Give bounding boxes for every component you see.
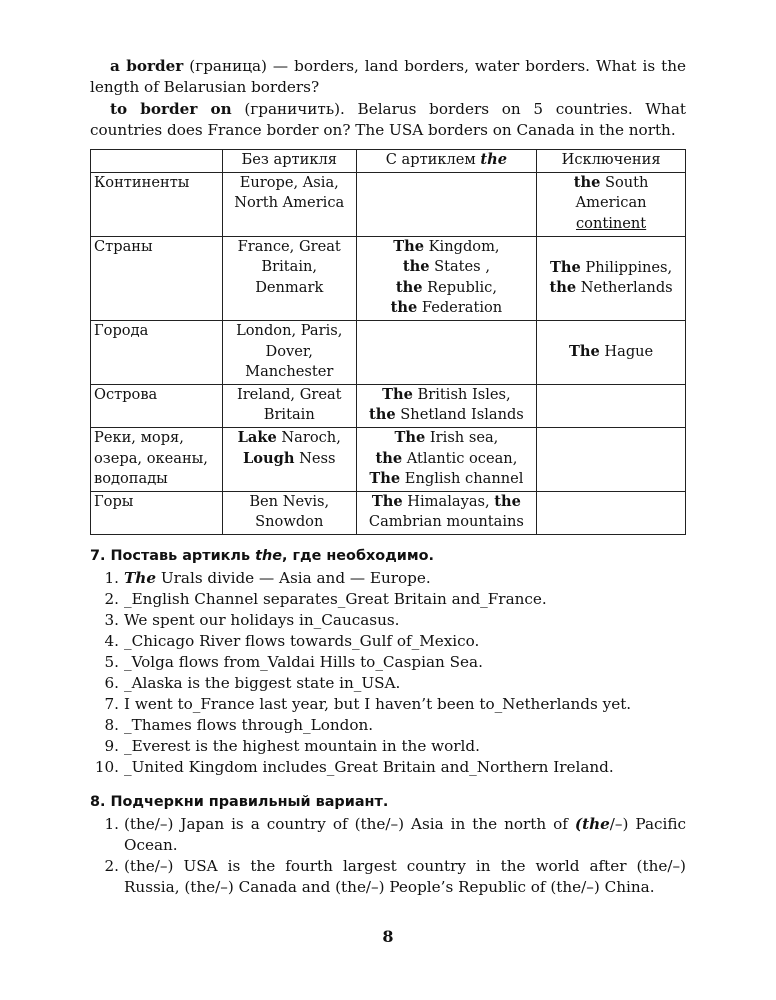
cell-exceptions [537, 427, 686, 491]
article: The [371, 492, 403, 510]
article: Lough [243, 449, 295, 467]
title-text: , где необходимо. [281, 547, 434, 564]
articles-table [90, 149, 686, 535]
cell-exceptions [537, 236, 686, 320]
cell-with [356, 491, 537, 534]
item-number: 9. [104, 736, 119, 755]
cell-without: London, Paris, Dover, Manchester [222, 320, 356, 384]
cell-exceptions [537, 384, 686, 427]
item-text [124, 568, 686, 589]
example-article: The [124, 568, 157, 587]
intro-border [90, 56, 686, 98]
cell-text: Shetland Islands [395, 406, 524, 424]
cell-line [360, 449, 534, 470]
list-item [90, 673, 686, 694]
cell-line [360, 469, 534, 490]
item-number: 8. [104, 715, 119, 734]
cell-exceptions [537, 491, 686, 534]
cell-line [226, 428, 353, 449]
item-number: 1. [104, 814, 119, 833]
item-text: _English Channel separates_Great Britain and_France. [124, 589, 547, 608]
row-label: Горы [91, 491, 223, 534]
list-item [90, 631, 686, 652]
list-item [90, 757, 686, 778]
table-row-continents [91, 172, 686, 236]
cell-line [360, 298, 534, 319]
item-text: _Thames flows through_London. [124, 715, 374, 734]
item-text: _Chicago River flows towards_Gulf of_Mexico. [124, 631, 480, 650]
cell-text: Atlantic ocean, [402, 449, 518, 467]
cell-exceptions [537, 172, 686, 236]
page-number: 8 [382, 927, 394, 946]
list-item [90, 589, 686, 610]
title-text: 7. Поставь артикль [90, 547, 256, 564]
table-row-mountains [91, 491, 686, 534]
item-text: We spent our holidays in_Caucasus. [124, 610, 400, 629]
item-number: 1. [104, 568, 119, 587]
cell-line [360, 257, 534, 278]
cell-with [356, 236, 537, 320]
item-text: _Volga flows from_Valdai Hills to_Caspian Sea. [124, 652, 483, 671]
cell-text: Cambrian mountains [368, 513, 524, 531]
cell-text: Philippines, [580, 258, 673, 276]
item-text: I went to_France last year, but I haven’t been to_Netherlands yet. [124, 694, 632, 713]
cell-text: Hague [599, 342, 654, 360]
cell-line [540, 258, 682, 279]
article: the [395, 278, 423, 296]
row-label: Острова [91, 384, 223, 427]
item-text: _Alaska is the biggest state in_USA. [124, 673, 401, 692]
header-without-article: Без артикля [222, 150, 356, 173]
cell-text: English channel [400, 470, 524, 488]
article: the [369, 406, 396, 424]
list-item [90, 568, 686, 589]
cell-with [356, 427, 537, 491]
underlined-word: continent [575, 214, 647, 232]
list-item [90, 814, 686, 856]
task-8-list [90, 814, 686, 898]
list-item [90, 856, 686, 898]
cell-line [360, 278, 534, 299]
intro-border-on [90, 99, 686, 141]
article: the [390, 299, 418, 317]
list-item [90, 652, 686, 673]
header-with-article [356, 150, 537, 173]
cell-text: Naroch, [276, 428, 341, 446]
row-label: Страны [91, 236, 223, 320]
cell-line [360, 405, 534, 426]
cell-text: Ness [294, 449, 336, 467]
row-label: Города [91, 320, 223, 384]
cell-line [226, 449, 353, 470]
cell-line [360, 428, 534, 449]
item-number: 5. [104, 652, 119, 671]
cell-text: Kingdom, [424, 237, 500, 255]
cell-without: Ben Nevis, Snowdon [222, 491, 356, 534]
cell-text: Irish sea, [425, 428, 499, 446]
item-number: 2. [104, 856, 119, 875]
cell-text: British Isles, [412, 385, 511, 403]
article: The [382, 385, 413, 403]
cell-text: Himalayas, [402, 492, 495, 510]
item-number: 6. [104, 673, 119, 692]
item-part: /–) Pacific Ocean. [124, 814, 686, 854]
header-exceptions: Исключения [537, 150, 686, 173]
item-rest: Urals divide — Asia and — Europe. [156, 568, 431, 587]
article: the [573, 173, 601, 191]
cell-text: Republic, [422, 278, 497, 296]
page-content [90, 56, 686, 898]
list-item [90, 736, 686, 757]
title-the: the [255, 547, 282, 564]
cell-line [360, 385, 534, 406]
cell-with [356, 320, 537, 384]
article: The [393, 237, 425, 255]
task-8-title: 8. Подчеркни правильный вариант. [90, 793, 389, 810]
cell-text: Netherlands [576, 279, 673, 297]
item-number: 10. [94, 757, 119, 776]
article: Lake [237, 428, 277, 446]
cell-exceptions [537, 320, 686, 384]
row-label: Континенты [91, 172, 223, 236]
term: to border on [110, 100, 232, 118]
cell-line [360, 237, 534, 258]
cell-line [540, 278, 682, 299]
row-label: Реки, моря, озера, океаны, водопады [91, 427, 223, 491]
table-row-waters [91, 427, 686, 491]
term-definition: (граничить). Belarus borders on 5 countries. What countries does France border on? The USA borders on Canada in the north. [90, 100, 686, 139]
cell-with [356, 172, 537, 236]
table-header-row [91, 150, 686, 173]
article: the [494, 492, 521, 510]
item-text: (the/–) USA is the fourth largest country in the world after (the/–) Russia, (the/–) Canada and (the/–) People’s Republic of (the/–) China. [124, 856, 686, 896]
task-7-list [90, 568, 686, 778]
header-the: the [480, 151, 508, 168]
cell-text: States , [429, 258, 490, 276]
cell-without [222, 427, 356, 491]
item-part: (the/–) Japan is a country of (the/–) Asia in the north of [124, 814, 575, 833]
article: The [394, 428, 426, 446]
article: the [375, 449, 403, 467]
term: a border [110, 57, 184, 75]
item-number: 7. [104, 694, 119, 713]
cell-without: Europe, Asia, North America [222, 172, 356, 236]
cell-with [356, 384, 537, 427]
article: the [549, 279, 577, 297]
example-article: (the [574, 814, 610, 833]
list-item [90, 715, 686, 736]
article: The [550, 258, 581, 276]
cell-text: Federation [417, 299, 503, 317]
cell-text: South American [575, 173, 649, 212]
header-text: С артиклем [385, 151, 481, 168]
table-row-countries [91, 236, 686, 320]
table-row-cities [91, 320, 686, 384]
article: The [369, 470, 401, 488]
item-text: _United Kingdom includes_Great Britain and_Northern Ireland. [124, 757, 614, 776]
item-number: 3. [104, 610, 119, 629]
article: the [402, 258, 430, 276]
article: The [568, 342, 600, 360]
item-number: 4. [104, 631, 119, 650]
item-text [124, 814, 686, 856]
list-item [90, 694, 686, 715]
task-7-title [90, 546, 686, 567]
list-item [90, 610, 686, 631]
item-number: 2. [104, 589, 119, 608]
cell-without: Ireland, Great Britain [222, 384, 356, 427]
item-text: _Everest is the highest mountain in the world. [124, 736, 480, 755]
cell-without: France, Great Britain, Denmark [222, 236, 356, 320]
term-definition: (граница) — borders, land borders, water borders. What is the length of Belarusian borders? [90, 57, 686, 96]
header-category [91, 150, 223, 173]
table-row-islands [91, 384, 686, 427]
